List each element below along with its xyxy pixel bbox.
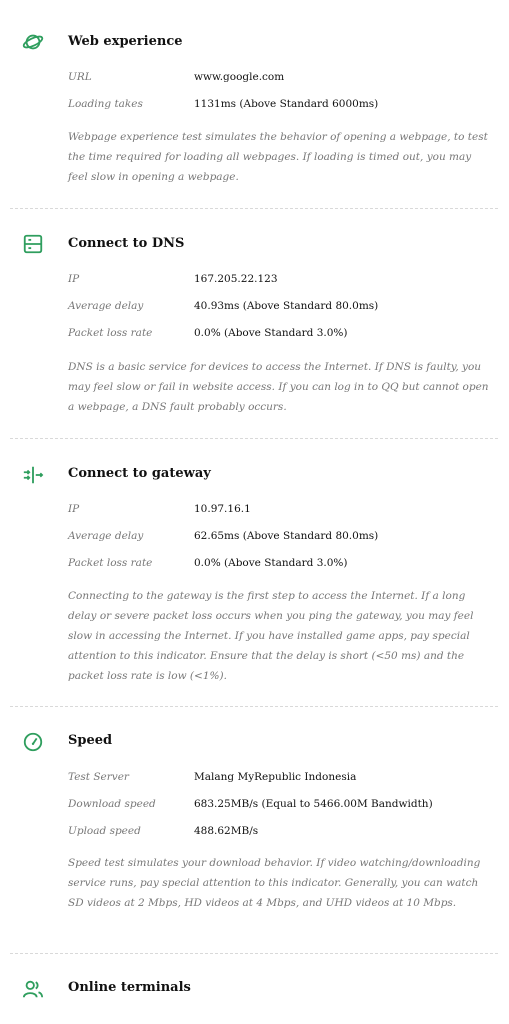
- row-value: Malang MyRepublic Indonesia: [194, 771, 357, 783]
- row-value: 0.0% (Above Standard 3.0%): [194, 327, 348, 339]
- section-description: DNS is a basic service for devices to access the Internet. If DNS is faulty, you may feel slow or fail in website access. If you can log in to QQ but cannot open a webpage, a DNS fault probably occurs.: [68, 361, 489, 413]
- row-value: 683.25MB/s (Equal to 5466.00M Bandwidth): [194, 798, 433, 810]
- row-label: IP: [68, 503, 80, 515]
- section-description: Webpage experience test simulates the behavior of opening a webpage, to test the time required for loading all webpages. If loading is timed out, you may feel slow in opening a webpage.: [68, 131, 488, 183]
- row-label: Average delay: [68, 530, 144, 542]
- row-label: Download speed: [68, 798, 156, 810]
- section-title: Speed: [68, 733, 113, 748]
- row-label: URL: [68, 71, 92, 83]
- row-label: Packet loss rate: [68, 327, 153, 339]
- row-value: 62.65ms (Above Standard 80.0ms): [194, 530, 379, 542]
- row-label: IP: [68, 273, 80, 285]
- row-value: 167.205.22.123: [194, 273, 278, 285]
- section-title: Connect to DNS: [68, 236, 185, 251]
- section-title: Online terminals: [68, 980, 191, 995]
- row-label: Packet loss rate: [68, 557, 153, 569]
- row-value: 0.0% (Above Standard 3.0%): [194, 557, 348, 569]
- row-value: 1131ms (Above Standard 6000ms): [194, 98, 379, 110]
- row-label: Average delay: [68, 300, 144, 312]
- section-description: Connecting to the gateway is the first step to access the Internet. If a long delay or severe packet loss occurs when you ping the gateway, you may feel slow in accessing the Internet. If you have installed game apps, pay special attention to this indicator. Ensure that the delay is short (<50 ms) and the packet loss rate is low (<1%).: [68, 590, 474, 682]
- row-label: Upload speed: [68, 825, 141, 837]
- online-terminals-header: [22, 976, 44, 1002]
- row-value: 40.93ms (Above Standard 80.0ms): [194, 300, 379, 312]
- row-label: Test Server: [68, 771, 129, 783]
- row-value: www.google.com: [194, 71, 285, 83]
- users-icon: [22, 978, 44, 1000]
- row-value: 10.97.16.1: [194, 503, 251, 515]
- section-description: Speed test simulates your download behavior. If video watching/downloading service runs, pay special attention to this indicator. Generally, you can watch SD videos at 2 Mbps, HD videos at 4 Mbps, and UHD videos at 10 Mbps.: [68, 857, 481, 909]
- section-title: Web experience: [68, 34, 183, 49]
- section-title: Connect to gateway: [68, 466, 211, 481]
- row-value: 488.62MB/s: [194, 825, 259, 837]
- row-label: Loading takes: [68, 98, 143, 110]
